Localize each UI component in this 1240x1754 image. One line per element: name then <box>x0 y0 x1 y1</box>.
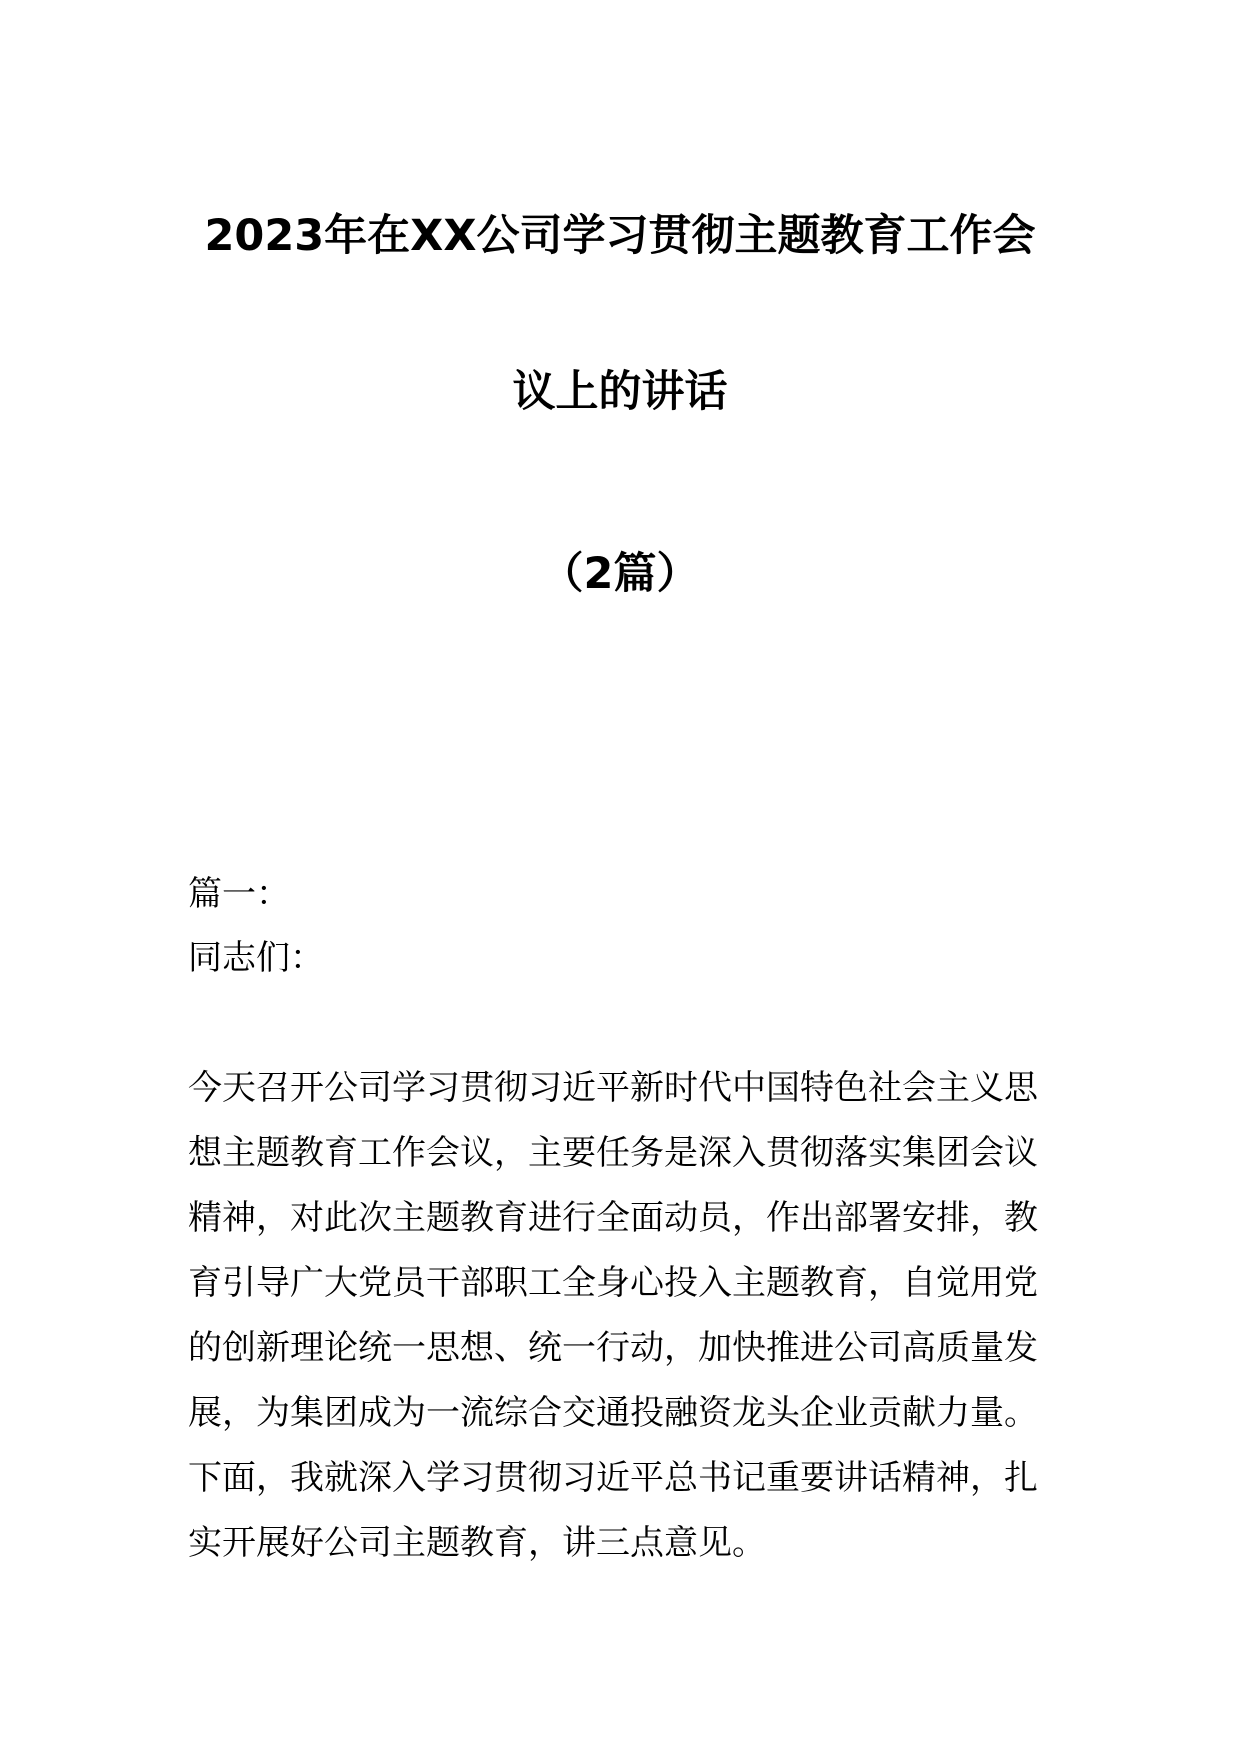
paragraph-line: 育引导广大党员干部职工全身心投入主题教育，自觉用党 <box>188 1263 1038 1303</box>
document-subtitle: （2篇） <box>540 549 700 599</box>
document-title-line-2: 议上的讲话 <box>512 367 728 417</box>
paragraph-line: 实开展好公司主题教育，讲三点意见。 <box>188 1523 766 1563</box>
section-label: 篇一： <box>188 874 290 914</box>
paragraph-line: 精神，对此次主题教育进行全面动员，作出部署安排，教 <box>188 1198 1038 1238</box>
paragraph-line: 的创新理论统一思想、统一行动，加快推进公司高质量发 <box>188 1328 1038 1368</box>
salutation: 同志们： <box>188 938 324 978</box>
paragraph-line: 今天召开公司学习贯彻习近平新时代中国特色社会主义思 <box>188 1068 1038 1108</box>
paragraph-line: 下面，我就深入学习贯彻习近平总书记重要讲话精神，扎 <box>188 1458 1038 1498</box>
paragraph-line: 想主题教育工作会议，主要任务是深入贯彻落实集团会议 <box>188 1133 1038 1173</box>
paragraph-line: 展，为集团成为一流综合交通投融资龙头企业贡献力量。 <box>188 1393 1038 1433</box>
body-paragraph <box>188 1056 1063 1576</box>
document-title-line-1: 2023年在XX公司学习贯彻主题教育工作会 <box>204 211 1036 261</box>
